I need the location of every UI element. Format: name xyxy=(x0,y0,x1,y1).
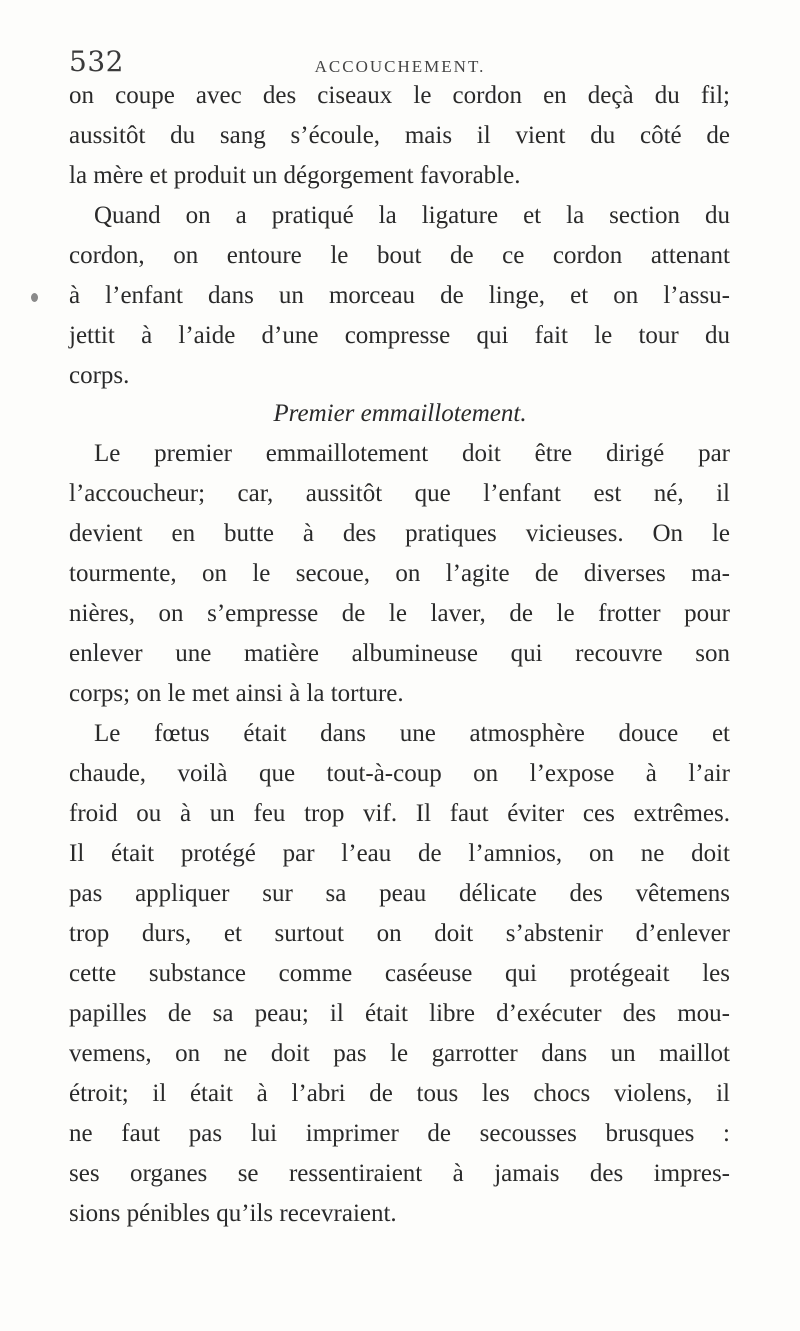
text-line: ses organes se ressentiraient à jamais des impres- xyxy=(69,1160,730,1187)
text-line: enlever une matière albumineuse qui recouvre son xyxy=(69,640,730,667)
page-number: 532 xyxy=(69,45,124,78)
text-line: Il était protégé par l’eau de l’amnios, on ne doit xyxy=(69,840,730,867)
text-line: jettit à l’aide d’une compresse qui fait le tour du xyxy=(69,322,730,349)
text-line: corps; on le met ainsi à la torture. xyxy=(69,680,404,707)
section-heading: Premier emmaillotement. xyxy=(273,400,527,427)
text-line: vemens, on ne doit pas le garrotter dans un maillot xyxy=(69,1040,730,1067)
text-line: pas appliquer sur sa peau délicate des vêtemens xyxy=(69,880,730,907)
text-line: corps. xyxy=(69,362,130,389)
text-line: chaude, voilà que tout-à-coup on l’expose à l’air xyxy=(69,760,730,787)
text-line: Quand on a pratiqué la ligature et la section du xyxy=(94,202,730,229)
text-line: tourmente, on le secoue, on l’agite de diverses ma- xyxy=(69,560,730,587)
text-line: cordon, on entoure le bout de ce cordon attenant xyxy=(69,242,730,269)
text-line: Le fœtus était dans une atmosphère douce et xyxy=(94,720,730,747)
text-line: nières, on s’empresse de le laver, de le frotter pour xyxy=(69,600,730,627)
text-line: trop durs, et surtout on doit s’abstenir d’enlever xyxy=(69,920,730,947)
text-line: Le premier emmaillotement doit être dirigé par xyxy=(94,440,730,467)
text-line: devient en butte à des pratiques vicieuses. On le xyxy=(69,520,730,547)
text-line: l’accoucheur; car, aussitôt que l’enfant est né, il xyxy=(69,480,730,507)
text-line: la mère et produit un dégorgement favorable. xyxy=(69,162,521,189)
text-line: étroit; il était à l’abri de tous les chocs violens, il xyxy=(69,1080,730,1107)
text-line: à l’enfant dans un morceau de linge, et on l’assu- xyxy=(69,282,730,309)
text-line: froid ou à un feu trop vif. Il faut éviter ces extrêmes. xyxy=(69,800,730,827)
text-line: papilles de sa peau; il était libre d’exécuter des mou- xyxy=(69,1000,730,1027)
text-line: aussitôt du sang s’écoule, mais il vient du côté de xyxy=(69,122,730,149)
ink-speck xyxy=(31,293,38,302)
text-line: sions pénibles qu’ils recevraient. xyxy=(69,1200,397,1227)
text-line: on coupe avec des ciseaux le cordon en deçà du fil; xyxy=(69,82,730,109)
text-line: cette substance comme caséeuse qui protégeait les xyxy=(69,960,730,987)
text-line: ne faut pas lui imprimer de secousses brusques : xyxy=(69,1120,730,1147)
running-title: ACCOUCHEMENT. xyxy=(314,57,486,76)
